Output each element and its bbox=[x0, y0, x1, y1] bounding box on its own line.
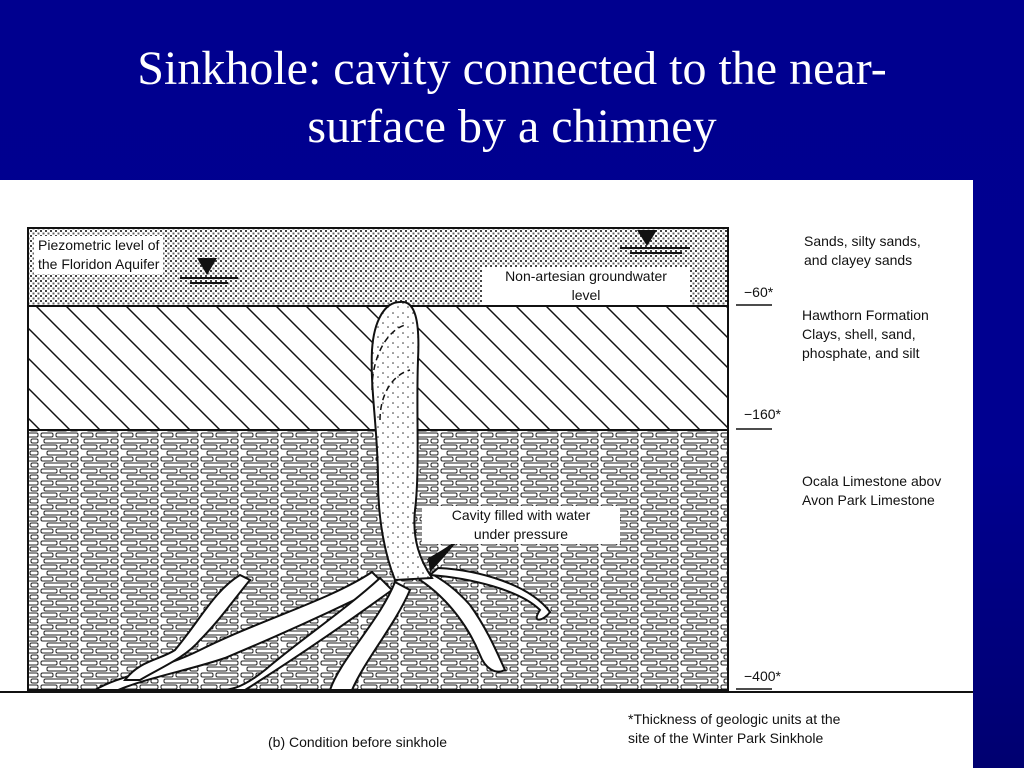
nonartesian-label: Non-artesian groundwater level bbox=[482, 267, 690, 305]
piezometric-label: Piezometric level of the Floridon Aquifer bbox=[34, 236, 163, 274]
slide-title-line-1: Sinkhole: cavity connected to the near- bbox=[137, 42, 887, 95]
figure-caption: (b) Condition before sinkhole bbox=[268, 734, 447, 750]
depth-label-60: −60* bbox=[744, 284, 774, 300]
slide-title bbox=[0, 40, 1024, 156]
cavity-label: Cavity filled with water under pressure bbox=[422, 506, 620, 544]
layer-desc-limestone: Ocala Limestone abov Avon Park Limestone bbox=[802, 473, 942, 508]
slide-title-line-2: surface by a chimney bbox=[307, 100, 717, 153]
layer-desc-hawthorn: Hawthorn Formation Clays, shell, sand, phosphate, and silt bbox=[802, 307, 929, 361]
sinkhole-diagram bbox=[0, 180, 973, 768]
layer-desc-sand: Sands, silty sands, and clayey sands bbox=[804, 233, 921, 268]
depth-label-400: −400* bbox=[744, 668, 781, 684]
depth-label-160: −160* bbox=[744, 406, 781, 422]
footnote: *Thickness of geologic units at the site of the Winter Park Sinkhole bbox=[628, 711, 841, 746]
